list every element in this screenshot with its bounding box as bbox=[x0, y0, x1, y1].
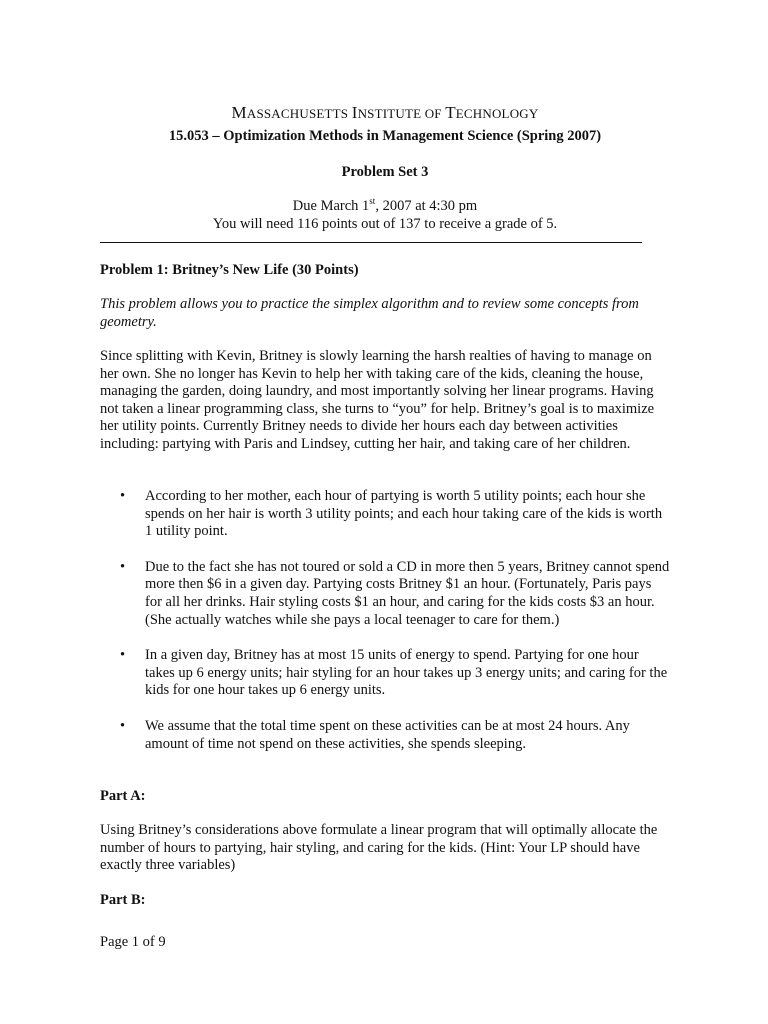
due-date-superscript: st bbox=[369, 196, 376, 206]
list-item-text: Due to the fact she has not toured or sold a CD in more then 5 years, Britney cannot spend more then $6 in a given day. Partying costs Britney $1 an hour. (Fortunately, Paris pays for all her drinks. Hair styling costs $1 an hour, and caring for the kids costs $3 an hour. (She actually watches while she pays a local teenager to care for them.) bbox=[145, 558, 670, 628]
institution-initial-t: T bbox=[445, 103, 456, 122]
institution-smallcaps-2: NSTITUTE OF bbox=[357, 106, 446, 121]
due-date-suffix: , 2007 at 4:30 pm bbox=[375, 198, 478, 214]
institution-initial-m: M bbox=[231, 103, 247, 122]
institution-initial-i: I bbox=[351, 103, 358, 122]
constraint-list bbox=[100, 488, 670, 771]
institution-smallcaps-1: ASSACHUSETTS bbox=[246, 106, 352, 121]
bullet-icon: • bbox=[120, 488, 126, 504]
due-date-prefix: Due March 1 bbox=[292, 198, 370, 214]
horizontal-divider bbox=[100, 242, 642, 243]
problem-set-title: Problem Set 3 bbox=[341, 164, 429, 180]
part-a-heading: Part A: bbox=[100, 788, 146, 804]
list-item bbox=[100, 647, 670, 700]
list-item-text: In a given day, Britney has at most 15 units of energy to spend. Partying for one hour takes up 6 energy units; hair styling for an hour takes up 3 energy units; and caring for the kids for one hour takes up 6 energy units. bbox=[145, 647, 668, 699]
page-number: Page 1 of 9 bbox=[100, 934, 166, 950]
part-b-heading: Part B: bbox=[100, 892, 146, 908]
course-title: 15.053 – Optimization Methods in Management Science (Spring 2007) bbox=[168, 128, 602, 144]
grade-requirement: You will need 116 points out of 137 to receive a grade of 5. bbox=[212, 216, 558, 232]
problem-1-heading: Problem 1: Britney’s New Life (30 Points) bbox=[100, 262, 359, 278]
list-item bbox=[100, 488, 670, 541]
due-date bbox=[100, 198, 670, 216]
list-item bbox=[100, 718, 670, 753]
bullet-icon: • bbox=[120, 558, 126, 575]
list-item-text: We assume that the total time spent on these activities can be at most 24 hours. Any amount of time not spend on these activities, she spends sleeping. bbox=[145, 717, 630, 752]
list-item bbox=[100, 559, 670, 629]
part-a-text: Using Britney’s considerations above formulate a linear program that will optimally allocate the number of hours to partying, hair styling, and caring for the kids. (Hint: Your LP should have exactly three variables) bbox=[100, 822, 658, 874]
institution-title bbox=[100, 104, 670, 123]
bullet-icon: • bbox=[120, 647, 126, 664]
problem-1-body: Since splitting with Kevin, Britney is slowly learning the harsh realties of having to manage on her own. She no longer has Kevin to help her with taking care of the kids, cleaning the house, managing the garden, doing laundry, and most importantly solving her linear programs. Having not taken a linear programming class, she turns to “you” for help. Britney’s goal is to maximize her utility points. Currently Britney needs to divide her hours each day between activities including: partying with Paris and Lindsey, cutting her hair, and taking care of her children. bbox=[100, 348, 655, 452]
institution-smallcaps-3: ECHNOLOGY bbox=[455, 106, 539, 121]
problem-1-intro: This problem allows you to practice the simplex algorithm and to review some concepts from geometry. bbox=[100, 296, 639, 330]
list-item-text: According to her mother, each hour of partying is worth 5 utility points; each hour she spends on her hair is worth 3 utility points; and each hour taking care of the kids is worth 1 utility point. bbox=[145, 488, 663, 540]
bullet-icon: • bbox=[120, 717, 126, 734]
